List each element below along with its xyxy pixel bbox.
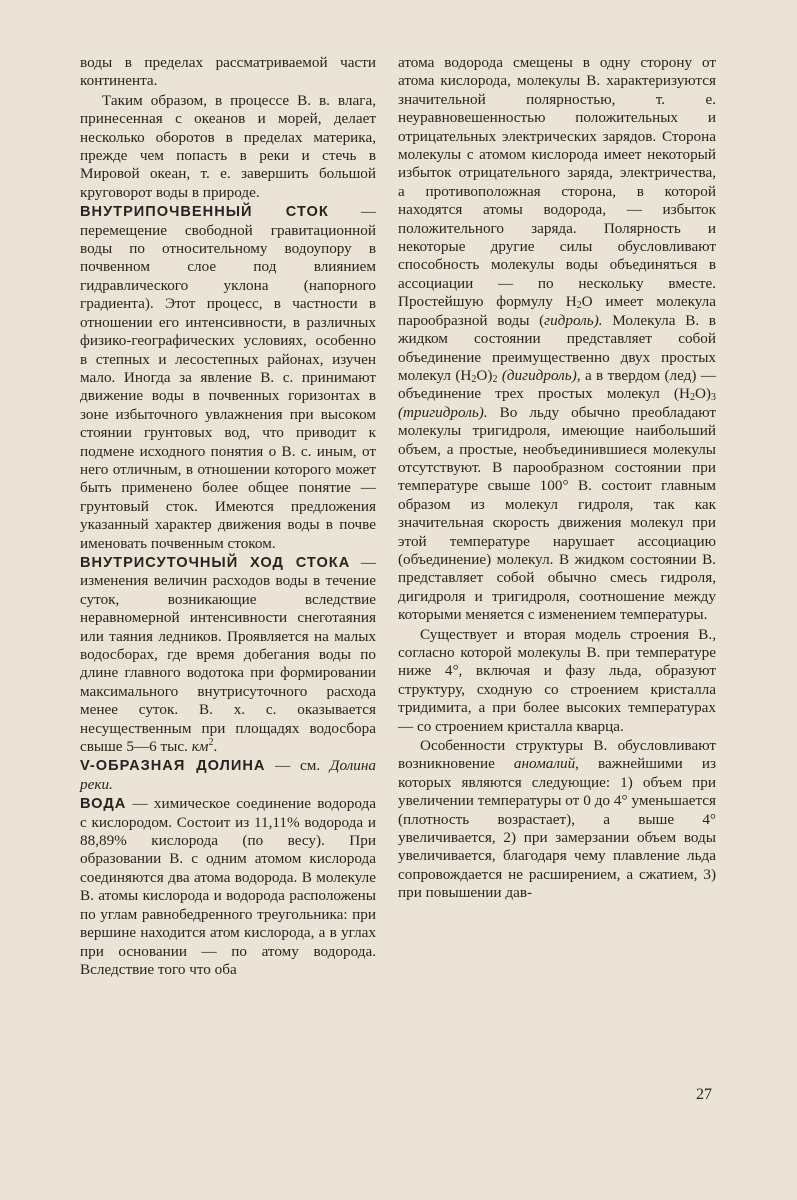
entry-term: ВОДА: [80, 796, 127, 813]
entry-voda: [80, 795, 376, 979]
subscript: 2: [492, 373, 498, 385]
term-italic: (тригидроль).: [398, 403, 488, 421]
entry-term: ВНУТРИПОЧВЕННЫЙ СТОК: [80, 204, 329, 221]
entry-vnutrisutochny-khod: [80, 554, 376, 756]
entry-term: V-ОБРАЗНАЯ ДОЛИНА: [80, 758, 266, 775]
paragraph: воды в пределах рассматриваемой части континента.: [80, 54, 376, 90]
unit: км: [191, 738, 209, 756]
entry-text: — см.: [265, 757, 330, 775]
entry-text: — изменения величин расходов воды в течение суток, возникающие вследствие неравномерной интенсивности снеготаяния или таяния ледников. Проявляется на малых водосборах, где время добегания воды по длине главного водотока при формировании максимального внутрисуточного расхода менее суток. В. х. с. оказывается несущественным при площадях водосбора свыше 5—6 тыс.: [80, 553, 376, 756]
right-column: [398, 54, 716, 903]
entry-vnutripochvenny-stok: [80, 203, 376, 553]
text-run: а в твердом (лед) — объединение трех простых молекул (H: [398, 366, 717, 403]
subscript: 2: [576, 300, 582, 312]
left-column: [80, 54, 376, 979]
entry-end: .: [213, 738, 218, 756]
subscript: 2: [471, 373, 477, 385]
cross-reference: Долина реки.: [80, 757, 377, 793]
unit-power: 2: [208, 736, 214, 748]
entry-v-obraznaya-dolina: [80, 757, 376, 794]
paragraph: Таким образом, в процессе В. в. влага, принесенная с океанов и морей, делает несколько оборотов в пределах материка, прежде чем попасть в реки и стечь в Мировой океан, т. е. завершить большой круговорот воды в природе.: [80, 91, 376, 201]
term-italic: аномалий,: [513, 755, 579, 773]
text-run: Молекула В. в жидком состоянии представляет собой объединение преимущественно двух простых молекул (H: [398, 311, 716, 384]
text-run: O): [694, 385, 711, 403]
term-italic: гидроль).: [544, 311, 603, 329]
text-run: Во льду обычно преобладают молекулы тригидроля, имеющие наибольший объем, а простые, необъединившиеся молекулы отсутствуют. В парообразном состоянии при температуре свыше 100° В. состоит главным образом из молекул гидроля, так как значительная скорость движения молекул при этой температуре нарушает ассоциацию (объединение) молекул. В жидком состоянии В. представляет собой обычно смесь гидроля, дигидроля и тригидроля, соотношение между которыми меняется с изменением температуры.: [398, 403, 716, 624]
entry-term: ВНУТРИСУТОЧНЫЙ ХОД СТОКА: [80, 554, 351, 571]
term-italic: (дигидроль),: [497, 366, 581, 384]
text-run: O имеет молекула парообразной воды (: [398, 293, 717, 329]
page-number: 27: [696, 1086, 712, 1103]
text-run: O): [476, 366, 493, 384]
subscript: 3: [711, 392, 716, 404]
subscript: 2: [689, 392, 695, 404]
paragraph: [398, 737, 716, 903]
text-run: атома водорода смещены в одну сторону от атома кислорода, молекулы В. характеризуются значительной полярностью, т. е. неуравновешенностью положительных и отрицательных электрических зарядов. Сторона молекулы с атомом кислорода имеет некоторый избыток отрицательного заряда, электричества, а противоположная сторона, в которой находятся атомы водорода, — избыток положительного заряда. Полярность и некоторые другие силы обусловливают способность молекулы воды объединяться в ассоциации — по нескольку вместе. Простейшую формулу H: [398, 54, 716, 311]
entry-text: — перемещение свободной гравитационной воды по относительному водоупору в почвенном слое под влиянием гидравлического уклона (напорного градиента). Этот процесс, в частности в отношении его интенсивности, в различных физико-географических условиях, особенно в степных и лесостепных районах, изучен мало. Иногда за явление В. с. принимают движение воды в почвенных горизонтах в зоне избыточного увлажнения при высоком стоянии грунтовых вод, что приводит к подмене исходного понятия о В. с. иным, от него отличным, в отношении которого может быть применено более общее понятие — грунтовый сток. Имеются предложения указанный характер движения воды в почве именовать почвенным стоком.: [80, 203, 377, 552]
text-run: Особенности структуры В. обусловливают возникновение: [398, 737, 716, 773]
entry-text: — химическое соединение водорода с кислородом. Состоит из 11,11% водорода и 88,89% кислорода (по весу). При образовании В. с одним атомом кислорода соединяются два атома водорода. В молекуле В. атомы кислорода и водорода расположены по углам равнобедренного треугольника: при вершине находится атом кислорода, а в углах при основании — по атому водорода. Вследствие того что оба: [80, 795, 376, 978]
paragraph: [398, 54, 716, 625]
paragraph: Существует и вторая модель строения В., согласно которой молекулы В. при температуре ниже 4°, включая и фазу льда, образуют структуру, сходную со строением кристалла тридимита, а при более высоких температурах — со строением кристалла кварца.: [398, 625, 716, 735]
text-run: важнейшими из которых являются следующие: 1) объем при увеличении температуры от 0 до 4° уменьшается (плотность возрастает), а выше 4° увеличивается, 2) при замерзании объем воды увеличивается, благодаря чему плавление льда сопровождается не расширением, а сжатием, 3) при повышении дав-: [398, 755, 717, 902]
